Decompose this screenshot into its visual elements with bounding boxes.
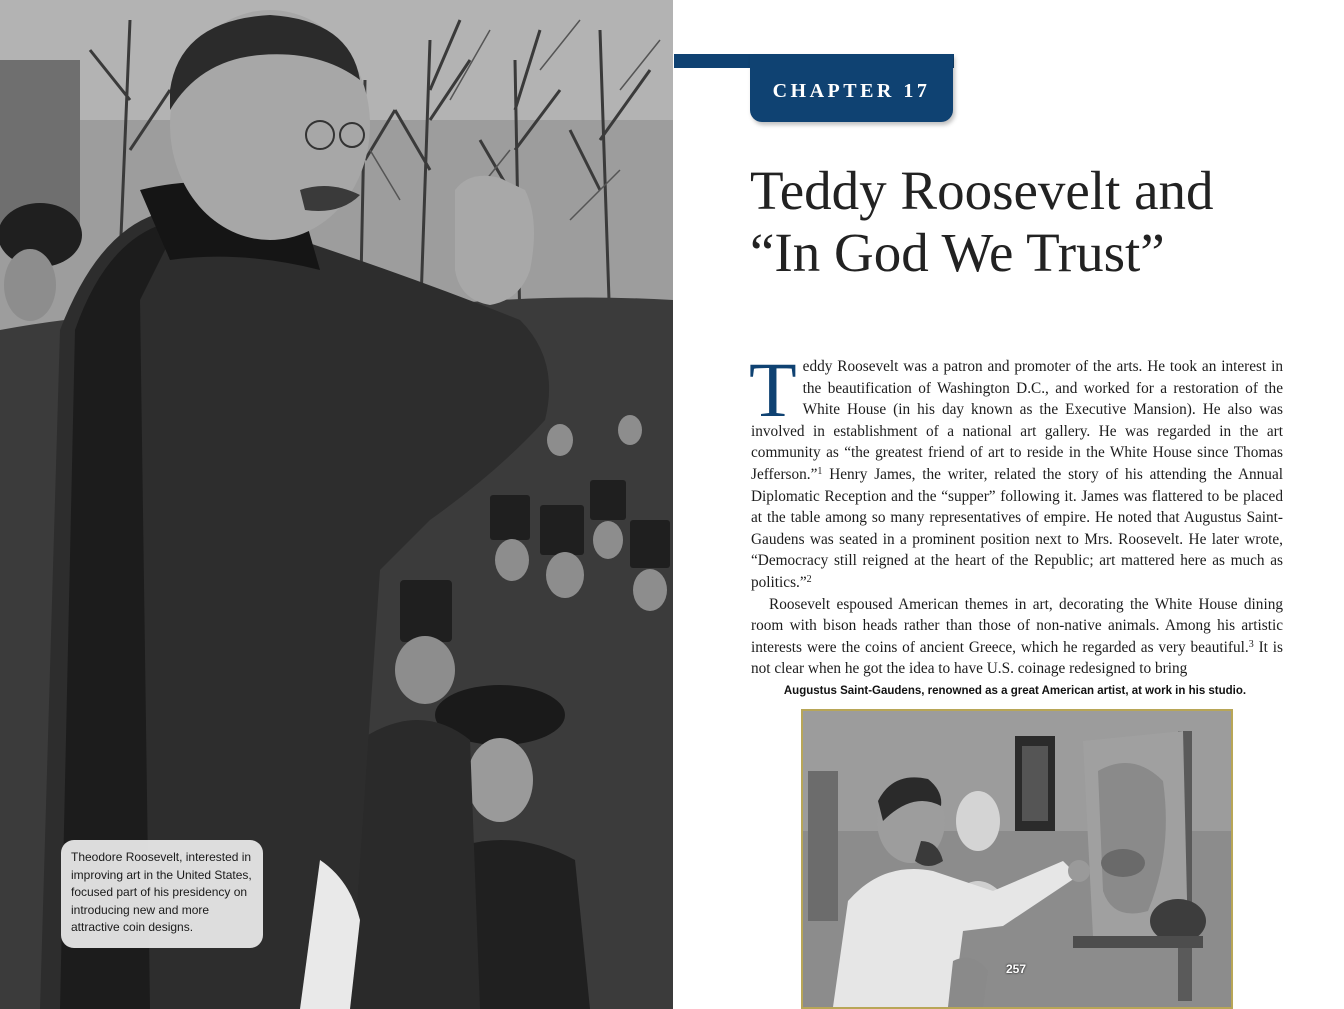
- footnote-ref-1: 1: [817, 465, 823, 477]
- body-text: [749, 346, 1283, 680]
- paragraph-2-text: Roosevelt espoused American themes in art, decorating the White House dining room with bison heads rather than those of non-native animals. Among his artistic interests were the coins of ancient Greece, which he regarded as very beautiful.: [751, 595, 1283, 656]
- photo-caption: Theodore Roosevelt, interested in improving art in the United States, focused part of his presidency on introducing new and more attractive coin designs.: [61, 840, 263, 948]
- footnote-ref-2: 2: [806, 573, 812, 585]
- drop-cap: T: [749, 346, 797, 433]
- chapter-label: CHAPTER 17: [750, 54, 953, 122]
- paragraph-2: [751, 594, 1283, 680]
- chapter-title: [750, 160, 1310, 284]
- chapter-title-line-1: Teddy Roosevelt and: [750, 160, 1214, 221]
- paragraph-1-text: eddy Roosevelt was a patron and promoter of the arts. He took an interest in the beautification of Washington D.C., and worked for a restoration of the White House (in his day known as the Executive Mansion). He also was involved in establishment of a national art gallery. He was regarded in the art community as “the greatest friend of art to reside in the White House since Thomas Jefferson.”: [751, 358, 1283, 483]
- paragraph-1-text-continued: Henry James, the writer, related the story of his attending the Annual Diplomatic Reception and the “supper” following it. James was flattered to be placed at the table among so many representatives of empire. He noted that Augustus Saint-Gaudens was seated in a prominent position next to Mrs. Roosevelt. He later wrote, “Democracy still reigned at the heart of the Republic; art mattered here as much as politics.”: [751, 465, 1283, 591]
- footnote-ref-3: 3: [1248, 638, 1254, 650]
- chapter-title-line-2: “In God We Trust”: [750, 222, 1165, 283]
- paragraph-2-text-continued: It is not clear when he got the idea to have U.S. coinage redesigned to bring: [751, 638, 1283, 678]
- paragraph-1: [749, 346, 1283, 594]
- page-number: 257: [1005, 962, 1027, 976]
- figure-caption: Augustus Saint-Gaudens, renowned as a great American artist, at work in his studio.: [783, 685, 1247, 697]
